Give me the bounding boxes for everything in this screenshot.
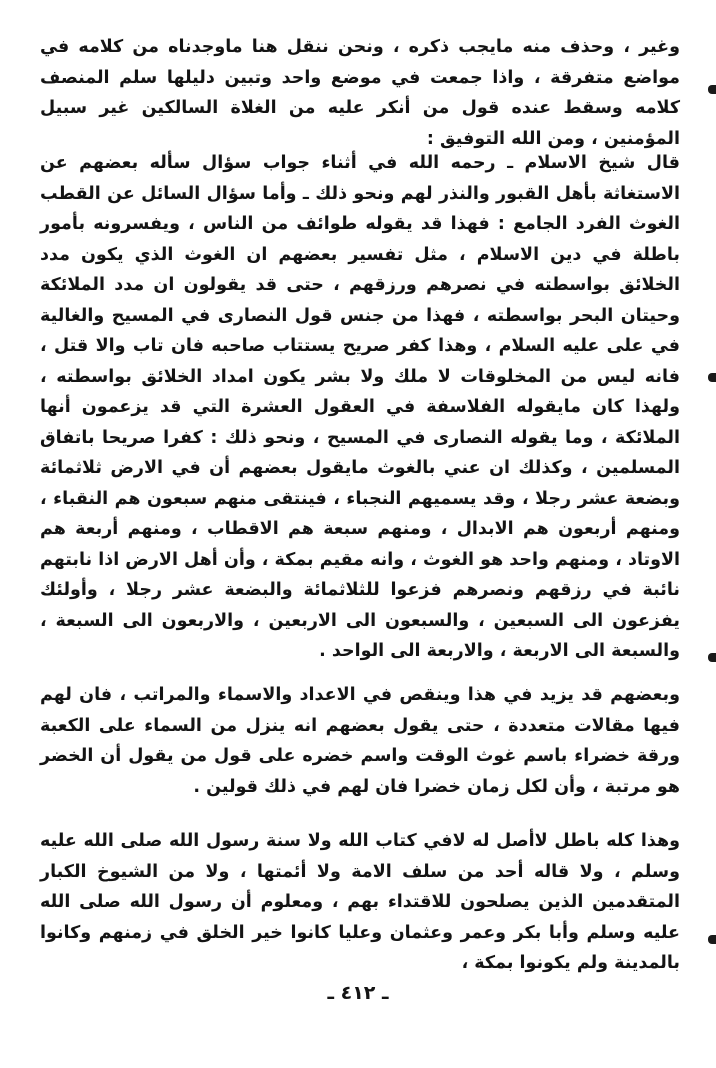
edge-mark <box>708 85 716 94</box>
paragraph-text: وغير ، وحذف منه مايجب ذكره ، ونحن ننقل هنا ماوجدناه من كلامه في مواضع متفرقة ، واذا جمعت في موضع واحد وتبين دليلها سلم المنصف كلامه وسقط عنده قول من أنكر عليه من الغلاة السالكين غير سبيل المؤمنين ، ومن الله التوفيق : <box>40 37 680 149</box>
paragraph-intro <box>40 32 680 154</box>
paragraph-text: وهذا كله باطل لاأصل له لافي كتاب الله ولا سنة رسول الله صلى الله عليه وسلم ، ولا قاله أحد من سلف الامة ولا أئمتها ، ولا من الشيوخ الكبار المتقدمين الذين يصلحون للاقتداء بهم ، ومعلوم أن رسول الله صلى الله عليه وسلم وأبا بكر وعمر وعثمان وعليا كانوا خير الخلق في زمنهم وكانوا بالمدينة ولم يكونوا بمكة ، <box>40 831 680 973</box>
edge-mark <box>708 935 716 944</box>
edge-mark <box>708 373 716 382</box>
edge-mark <box>708 653 716 662</box>
paragraph-text: قال شيخ الاسلام ـ رحمه الله في أثناء جواب سؤال سأله بعضهم عن الاستغاثة بأهل القبور والنذر لهم ونحو ذلك ـ وأما سؤال السائل عن القطب الغوث الفرد الجامع : فهذا قد يقوله طوائف من الناس ، ويفسرونه بأمور باطلة في دين الاسلام ، مثل تفسير بعضهم ان الغوث الذي يكون مدد الخلائق بواسطته في نصرهم ورزقهم ، حتى قد يقولون ان مدد الملائكة وحيتان البحر بواسطته ، فهذا من جنس قول النصارى في المسيح والغالية في على عليه السلام ، وهذا كفر صريح يستتاب صاحبه فان تاب والا قتل ، فانه ليس من المخلوقات لا ملك ولا بشر يكون امداد الخلائق بواسطته ، ولهذا كان مايقوله الفلاسفة في العقول العشرة التي قد يزعمون أنها الملائكة ، وما يقوله النصارى في المسيح ، ونحو ذلك : كفرا صريحا باتفاق المسلمين ، وكذلك ان عني بالغوث مايقول بعضهم أن في الارض ثلاثمائة وبضعة عشر رجلا ، وقد يسميهم النجباء ، فينتقى منهم سبعون هم النقباء ، ومنهم أربعون هم الابدال ، ومنهم سبعة هم الاقطاب ، ومنهم أربعة هم الاوتاد ، ومنهم واحد هو الغوث ، وانه مقيم بمكة ، وأن أهل الارض اذا نابتهم نائبة في رزقهم ونصرهم فزعوا للثلاثمائة والبضعة عشر رجلا ، وأولئك يفزعون الى السبعين ، والسبعون الى الاربعين ، والاربعون الى السبعة ، والسبعة الى الاربعة ، والاربعة الى الواحد . <box>40 153 680 661</box>
paragraph-refutation <box>40 826 680 979</box>
paragraph-quote-shaykh-al-islam <box>40 148 680 667</box>
page-number: ـ ٤١٢ ـ <box>327 982 389 1004</box>
paragraph-variations <box>40 680 680 802</box>
paragraph-text: وبعضهم قد يزيد في هذا وينقص في الاعداد والاسماء والمراتب ، فان لهم فيها مقالات متعددة ، حتى يقول بعضهم انه ينزل من السماء على الكعبة ورقة خضراء باسم غوث الوقت واسم خضره على قول من يقول أن الخضر هو مرتبة ، وأن لكل زمان خضرا فان لهم في ذلك قولين . <box>40 685 680 797</box>
